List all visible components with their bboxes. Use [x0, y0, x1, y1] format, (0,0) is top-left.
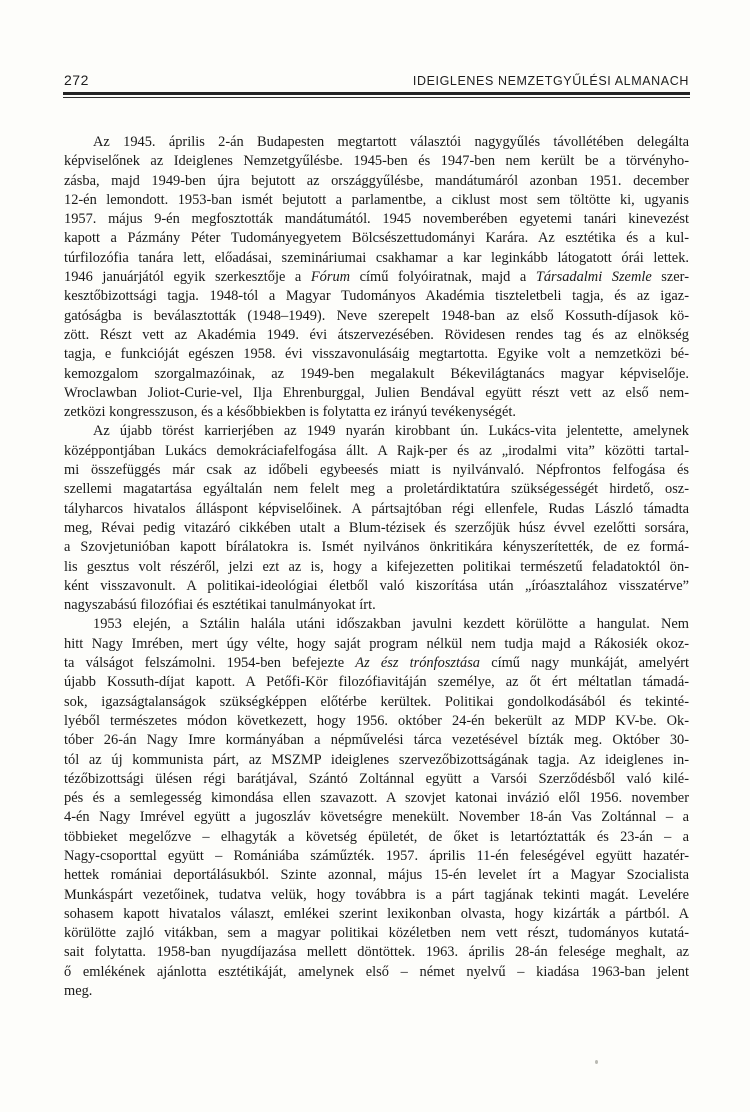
text-line [64, 982, 689, 1001]
text-segment: kemozgalom szorgalmazóinak, az 1949-ben megalakult Békevilágtanács magyar képviselője. [64, 365, 689, 382]
text-segment: középpontjában Lukács demokráciafelfogása állt. A Rajk-per és az „irodalmi vita” közötti tartal- [64, 442, 689, 459]
text-segment: képviselőnek az Ideiglenes Nemzetgyűlésbe. 1945-ben és 1947-ben nem került be a törvényho- [64, 153, 689, 170]
text-segment: szer- [651, 269, 689, 286]
italic-text-segment: Az ész trónfosztása [355, 655, 481, 672]
article-body [64, 133, 689, 1001]
text-line [64, 461, 689, 480]
text-segment: körülötte zajló vitákban, sem a magyar politikai közéletben nem vett részt, tudományos kutatá- [64, 925, 689, 942]
text-line [64, 500, 689, 519]
text-line [64, 654, 689, 673]
text-line [64, 615, 689, 634]
running-title: IDEIGLENES NEMZETGYŰLÉSI ALMANACH [412, 73, 689, 88]
text-segment: tagja, e funkcióját egészen 1958. évi visszavonulásáig megtartotta. Egyike volt a nemzetközi bé- [64, 346, 689, 363]
paragraph [64, 422, 689, 615]
text-line [64, 693, 689, 712]
text-segment: sok, igazságtalanságok szükségképpen előtérbe kerültek. Politikai gondolkodásából és tekinté- [64, 693, 689, 710]
text-line [64, 712, 689, 731]
text-line [64, 886, 689, 905]
text-line [64, 191, 689, 210]
text-line [64, 268, 689, 287]
text-segment: tézőbizottsági ülésen régi barátjával, Szántó Zoltánnal együtt a Varsói Szerződésből való kilé- [64, 770, 689, 787]
text-line [64, 789, 689, 808]
text-line [64, 751, 689, 770]
text-segment: hettek romániai deportálásukból. Szinte azonnal, május 15-én levelet írt a Magyar Szocialista [64, 867, 689, 884]
text-line [64, 596, 689, 615]
text-segment: zött. Részt vett az Akadémia 1949. évi átszervezésében. Rövidesen rendes tag és az elnökség [64, 326, 689, 343]
paragraph [64, 133, 689, 422]
text-segment: 1957. május 9-én megfosztották mandátumától. 1945 novemberében egyetemi tanári kinevezést [64, 211, 689, 228]
text-segment: mi összefüggés már csak az időbeli egybeesés miatt is nyilvánvaló. Népfrontos felfogása és [64, 462, 689, 479]
text-segment: zetközi kongresszuson, és a későbbiekben is folytatta ez irányú tevékenységét. [64, 404, 516, 421]
header-rule [63, 92, 690, 98]
text-line [64, 808, 689, 827]
text-segment: sait folytatta. 1958-ban nyugdíjazása mellett döntöttek. 1963. április 28-án felesége meghalt, az [64, 944, 689, 961]
text-line [64, 731, 689, 750]
text-line [64, 422, 689, 441]
text-segment: Wroclawban Joliot-Curie-vel, Ilja Ehrenburggal, Julien Bendával együtt részt vett az első nem- [64, 384, 689, 401]
text-segment: meg. [64, 983, 93, 1000]
text-line [64, 905, 689, 924]
text-line [64, 345, 689, 364]
text-segment: többieket megelőzve – elhagyták a követség épületét, de őket is letartóztatták és 23-án – a [64, 828, 689, 845]
text-segment: a Szovjetunióban kapott bírálatokra is. Ismét nyilvános önkritikára kényszerítették, de ez formá- [64, 539, 689, 556]
scan-speck [595, 1060, 598, 1064]
text-segment: tályharcos hivatalos álláspont képviselőinek. A pártsajtóban régi ellenfele, Rudas László támadta [64, 500, 689, 517]
paragraph [64, 615, 689, 1001]
text-segment: újabb Kossuth-díjat kapott. A Petőfi-Kör filozófiavitáján személye, az őt ért méltatlan támadá- [64, 674, 689, 691]
text-segment: tóber 26-án Nagy Imre kormányában a népművelési tárca vezetésével bízták meg. Október 30- [64, 732, 689, 749]
text-line [64, 943, 689, 962]
text-segment: Az 1945. április 2-án Budapesten megtartott választói nagygyűlés távollétében delegálta [93, 134, 689, 150]
text-segment: ő emlékének ajánlotta esztétikáját, amelynek első – német nyelvű – kiadása 1963-ban jelent [64, 963, 689, 980]
text-segment: kesztőbizottsági tagja. 1948-tól a Magyar Tudományos Akadémia tiszteletbeli tagja, és az igaz- [64, 288, 689, 305]
text-line [64, 963, 689, 982]
text-line [64, 847, 689, 866]
text-line [64, 635, 689, 654]
page-number: 272 [64, 72, 89, 88]
text-line [64, 133, 689, 152]
text-segment: zásba, majd 1949-ben újra bejutott az országgyűlésbe, mandátumáról azonban 1951. december [64, 172, 689, 189]
italic-text-segment: Fórum [310, 269, 351, 286]
text-line [64, 673, 689, 692]
text-segment: 1953 elején, a Sztálin halála utáni időszakban javulni kezdett körülötte a hangulat. Nem [93, 616, 689, 633]
text-segment: nagyszabású filozófiai és esztétikai tanulmányokat írt. [64, 597, 376, 614]
text-segment: 1946 januárjától egyik szerkesztője a [64, 269, 311, 286]
text-segment: Munkáspárt vezetőinek, tudatva velük, hogy továbbra is a párt tagjának tekinti magát. Levelére [64, 886, 689, 903]
text-segment: Nagy-csoporttal együtt – Romániába száműzték. 1957. április 11-én feleségével együtt hazatér- [64, 847, 689, 864]
text-segment: 4-én Nagy Imrével együtt a jugoszláv követségre menekült. November 18-án Vas Zoltánnal – a [64, 809, 689, 826]
text-segment: tól az új kommunista párt, az MSZMP ideiglenes szervezőbizottságának tagja. Az ideiglenes in- [64, 751, 689, 768]
text-line [64, 866, 689, 885]
text-segment: című nagy munkáját, amelyért [480, 655, 689, 672]
text-segment: lyéből természetes módon következett, hogy 1956. október 24-én bekerült az MDP KV-be. Ok- [64, 712, 689, 729]
text-line [64, 770, 689, 789]
text-line [64, 229, 689, 248]
text-segment: című folyóiratnak, majd a [350, 269, 536, 286]
text-line [64, 577, 689, 596]
text-line [64, 384, 689, 403]
text-segment: szellemi magatartása egyáltalán nem felelt meg a proletárdiktatúra szükségességét hirdető, osz- [64, 481, 689, 498]
text-line [64, 480, 689, 499]
text-line [64, 249, 689, 268]
text-segment: ta válságot felszámolni. 1954-ben befejezte [64, 655, 356, 672]
text-segment: hitt Nagy Imrében, mert úgy vélte, hogy saját program nélkül nem tudja majd a Rákosiék okoz- [64, 635, 689, 652]
text-line [64, 326, 689, 345]
text-line [64, 307, 689, 326]
page-header [64, 72, 689, 88]
text-line [64, 210, 689, 229]
text-segment: kapott a Pázmány Péter Tudományegyetem Bölcsészettudományi Karára. Az esztétika és a kul- [64, 230, 689, 247]
text-line [64, 403, 689, 422]
text-line [64, 519, 689, 538]
text-line [64, 365, 689, 384]
text-segment: Az újabb törést karrierjében az 1949 nyarán kirobbant ún. Lukács-vita jelentette, amelynek [93, 423, 689, 440]
text-segment: pés és a semlegesség kimondása ellen szavazott. A szovjet katonai invázió elől 1956. november [64, 790, 689, 807]
text-line [64, 924, 689, 943]
italic-text-segment: Társadalmi Szemle [535, 269, 652, 286]
text-line [64, 172, 689, 191]
text-segment: túrfilozófia tanára lett, előadásai, szemináriumai csakhamar a kar leginkább látogatott órái lettek. [64, 249, 689, 266]
text-segment: meg, Révai pedig vitazáró cikkében utalt a Blum-tézisek és szerzőjük húsz évvel ezelőtti sorsára, [64, 519, 689, 536]
text-segment: sohasem kapott hivatalos választ, emlékei szerint lexikonban olvasta, hogy kizárták a pártból. A [64, 905, 689, 922]
text-line [64, 538, 689, 557]
text-line [64, 152, 689, 171]
text-line [64, 287, 689, 306]
text-line [64, 828, 689, 847]
text-line [64, 558, 689, 577]
text-line [64, 442, 689, 461]
text-segment: gatóságba is beválasztották (1948–1949). Neve szerepelt 1948-ban az első Kossuth-díjasok kö- [64, 307, 689, 324]
text-segment: 12-én lemondott. 1953-ban ismét bejutott a parlamentbe, a ciklust most sem töltötte ki, ugyanis [64, 191, 689, 208]
text-segment: ként visszavonult. A politikai-ideológiai életből való kiszorítása után „íróasztalához visszatérve” [64, 577, 689, 594]
text-segment: lis gesztus volt részéről, jelzi ezt az is, hogy a kifejezetten politikai természetű feladatoktól ön- [64, 558, 689, 575]
